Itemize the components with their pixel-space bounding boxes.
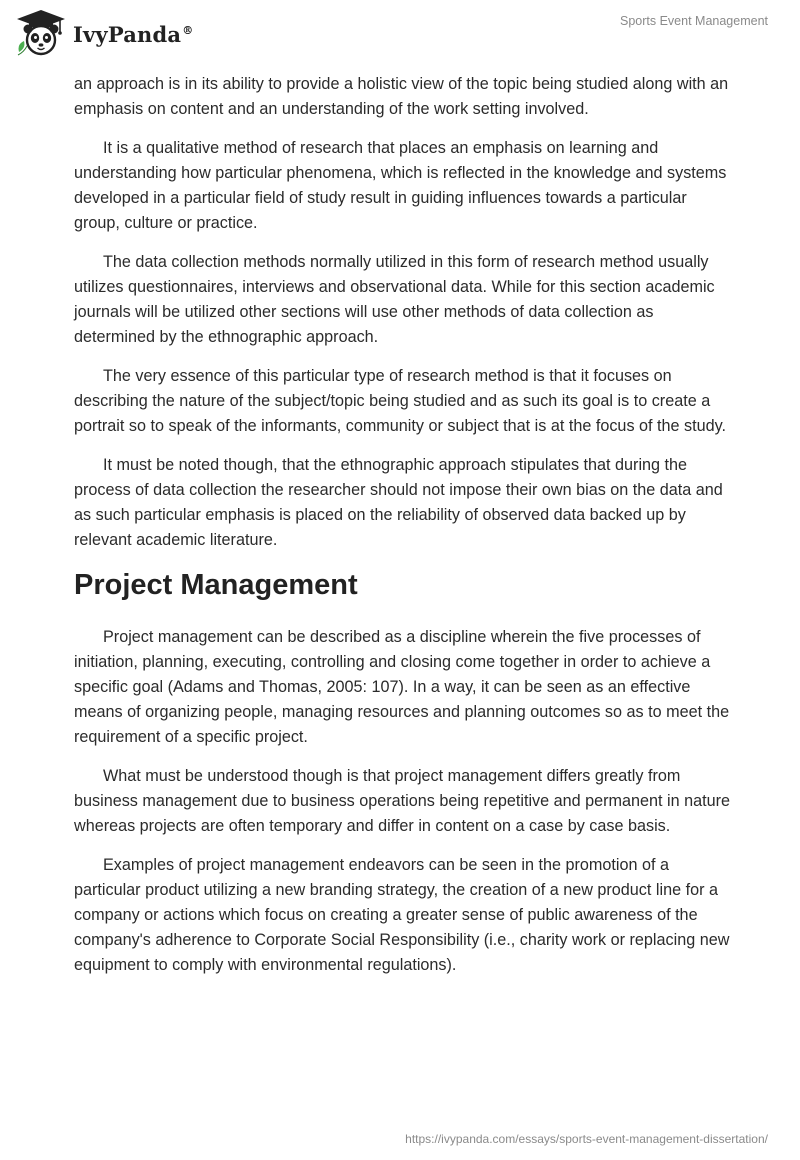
paragraph: It must be noted though, that the ethnographic approach stipulates that during the process of data collection the researcher should not impose their own bias on the data and as such particular emphasis is placed on the reliability of observed data backed up by relevant academic literature. bbox=[74, 456, 723, 549]
page-header bbox=[0, 0, 800, 72]
paragraph: It is a qualitative method of research that places an emphasis on learning and understanding how particular phenomena, which is reflected in the knowledge and systems developed in a particular field of study result in guiding influences towards a particular group, culture or practice. bbox=[74, 139, 727, 232]
source-url[interactable]: https://ivypanda.com/essays/sports-event-management-dissertation/ bbox=[405, 1132, 768, 1146]
section-heading: Project Management bbox=[74, 569, 358, 601]
essay-content bbox=[74, 72, 734, 992]
panda-graduate-icon bbox=[15, 8, 67, 58]
paragraph: an approach is in its ability to provide a holistic view of the topic being studied along with an emphasis on content and an understanding of the work setting involved. bbox=[74, 75, 729, 118]
brand-logo[interactable] bbox=[15, 8, 193, 58]
paragraph: The data collection methods normally utilized in this form of research method usually utilizes questionnaires, interviews and observational data. While for this section academic journals will be utilized other sections will use other methods of data collection as determined by the ethnographic approach. bbox=[74, 253, 715, 346]
document-title: Sports Event Management bbox=[620, 14, 768, 28]
brand-name: IvyPanda® bbox=[73, 21, 194, 47]
paragraph: What must be understood though is that project management differs greatly from business management due to business operations being repetitive and permanent in nature whereas projects are often temporary and differ in content on a case by case basis. bbox=[74, 767, 731, 835]
paragraph: The very essence of this particular type of research method is that it focuses on describing the nature of the subject/topic being studied and as such its goal is to create a portrait so to speak of the informants, community or subject that is at the focus of the study. bbox=[74, 367, 727, 435]
paragraph: Examples of project management endeavors can be seen in the promotion of a particular product utilizing a new branding strategy, the creation of a new product line for a company or actions which focus on creating a greater sense of public awareness of the company's adherence to Corporate Social Responsibility (i.e., charity work or replacing new equipment to comply with environmental regulations). bbox=[74, 856, 730, 974]
paragraph: Project management can be described as a discipline wherein the five processes of initiation, planning, executing, controlling and closing come together in order to achieve a specific goal (Adams and Thomas, 2005: 107). In a way, it can be seen as an effective means of organizing people, managing resources and planning outcomes so as to meet the requirement of a specific project. bbox=[74, 628, 730, 746]
